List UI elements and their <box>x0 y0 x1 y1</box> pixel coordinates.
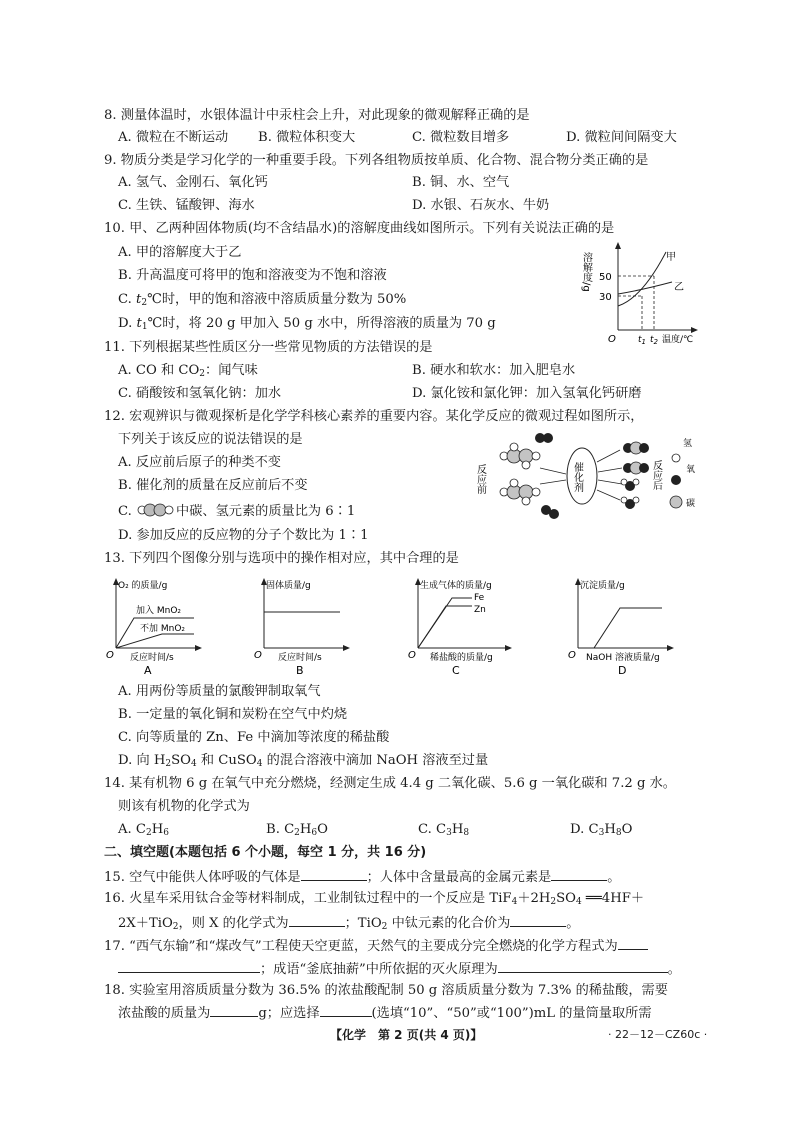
q8-option-b: B. 微粒体积变大 <box>258 130 356 145</box>
q13-option-a: A. 用两份等质量的氯酸钾制取氧气 <box>118 684 321 699</box>
q15-blank-2[interactable] <box>551 866 607 881</box>
q13-option-b: B. 一定量的氧化铜和炭粉在空气中灼烧 <box>118 707 348 722</box>
tick-50: 50 <box>599 272 612 283</box>
q16-blank-2[interactable] <box>510 912 566 927</box>
arrow-in <box>540 468 566 474</box>
reactant-c2h4-molecule <box>500 443 540 469</box>
q11-option-b: B. 硬水和软水：加入肥皂水 <box>412 363 576 378</box>
label-after: 反应后 <box>650 460 662 490</box>
arrow-in <box>540 480 566 484</box>
graph-b-xlabel: 反应时间/s <box>278 653 322 663</box>
q10-stem: 10. 甲、乙两种固体物质(均不含结晶水)的溶解度曲线如图所示。下列有关说法正确的是 <box>104 221 615 236</box>
q18-line-2: 浓盐酸的质量为 g；应选择 (选填“10”、“50”或“100”)mL 的量筒量取所需 <box>118 1002 652 1024</box>
graph-ylabel: 溶解度/g <box>580 252 592 292</box>
q13-stem: 13. 下列四个图像分别与选项中的操作相对应，其中合理的是 <box>104 551 459 566</box>
reaction-diagram <box>474 428 700 526</box>
q8-stem: 8. 测量体温时，水银体温计中汞柱会上升，对此现象的微观解释正确的是 <box>104 108 530 123</box>
solubility-curve-graph <box>582 238 702 346</box>
graph-d-line <box>578 608 662 648</box>
product-co2-molecule <box>623 462 649 474</box>
y-axis-arrow <box>615 242 621 249</box>
graph-b-tag: B <box>296 664 304 677</box>
q16-blank-1[interactable] <box>289 912 345 927</box>
q10-option-b: B. 升高温度可将甲的饱和溶液变为不饱和溶液 <box>118 268 387 283</box>
q14-stem-1: 14. 某有机物 6 g 在氧气中充分燃烧，经测定生成 4.4 g 二氧化碳、5.6 g 一氧化碳和 7.2 g 水。 <box>104 776 676 791</box>
graph-d-ylabel: 沉淀质量/g <box>580 581 625 591</box>
q14-option-a: A. $C_2H_6$ <box>118 822 169 838</box>
q18-blank-1[interactable] <box>210 1002 258 1017</box>
q18-blank-2[interactable] <box>320 1002 372 1017</box>
q12-stem-1: 12. 宏观辨识与微观探析是化学学科核心素养的重要内容。某化学反应的微观过程如图所示， <box>104 409 644 424</box>
graph-c-tag: C <box>452 664 460 677</box>
q14-option-c: C. $C_3H_8$ <box>418 822 470 838</box>
product-co2-molecule <box>623 442 649 454</box>
q9-option-c: C. 生铁、锰酸钾、海水 <box>118 198 255 213</box>
curve-yi <box>618 282 672 294</box>
q17-line-1: 17. “西气东输”和“煤改气”工程使天空更蓝，天然气的主要成分完全燃烧的化学方程式为 <box>104 935 648 957</box>
tick-30: 30 <box>599 292 612 303</box>
legend-o-icon <box>671 475 681 485</box>
label-jia: 甲 <box>666 252 676 263</box>
graph-c-label-fe: Fe <box>474 593 485 603</box>
reactant-o2-molecule <box>541 505 559 519</box>
graph-c <box>406 572 516 676</box>
page-code: · 22－12－CZ60c · <box>608 1028 708 1041</box>
graph-d-origin: O <box>568 650 576 661</box>
graph-a-origin: O <box>106 650 114 661</box>
q9-option-b: B. 铜、水、空气 <box>412 175 510 190</box>
q17-blank-1[interactable] <box>618 935 648 950</box>
q9-option-d: D. 水银、石灰水、牛奶 <box>412 198 550 213</box>
legend-c: 碳 <box>686 499 696 509</box>
graph-d <box>566 572 678 676</box>
c2h4-molecule-icon <box>136 503 176 517</box>
graph-b <box>252 572 352 676</box>
reactant-o2-molecule <box>535 433 553 443</box>
graph-a-line-no-mno2 <box>116 634 194 648</box>
reaction-arrows <box>597 450 622 500</box>
q11-option-a: A. CO 和 $CO_2$：闻气味 <box>118 363 258 379</box>
graph-origin: O <box>608 334 616 345</box>
q10-option-d: D. $t_1℃$时，将 20 g 甲加入 50 g 水中，所得溶液的质量为 70 g <box>118 316 496 332</box>
x-axis-arrow <box>691 327 698 333</box>
q9-option-a: A. 氢气、金刚石、氧化钙 <box>118 175 268 190</box>
reactant-c2h4-molecule <box>500 479 540 505</box>
q12-option-b: B. 催化剂的质量在反应前后不变 <box>118 478 308 493</box>
q17-line-2: ；成语“釜底抽薪”中所依据的灭火原理为 。 <box>118 958 681 980</box>
product-h2o-molecule <box>621 497 639 509</box>
page-footer: 【化学 第 2 页(共 4 页)】 <box>330 1028 483 1042</box>
graph-c-label-zn: Zn <box>474 605 486 615</box>
q12-option-c: C. 中碳、氢元素的质量比为 6∶1 <box>118 504 356 519</box>
graph-d-xlabel: NaOH 溶液质量/g <box>586 653 660 663</box>
q12-option-a: A. 反应前后原子的种类不变 <box>118 455 281 470</box>
q8-option-c: C. 微粒数目增多 <box>412 130 510 145</box>
graph-a-tag: A <box>144 664 152 677</box>
q18-line-1: 18. 实验室用溶质质量分数为 36.5% 的浓盐酸配制 50 g 溶质质量分数为 7.3% 的稀盐酸，需要 <box>104 983 668 998</box>
graph-xlabel: 温度/℃ <box>662 335 694 345</box>
q11-option-c: C. 硝酸铵和氢氧化钠：加水 <box>118 386 282 401</box>
tick-t1: $t_1$ <box>638 335 646 346</box>
label-before: 反应前 <box>474 464 486 494</box>
q14-option-d: D. $C_3H_8O$ <box>570 822 633 838</box>
q17-blank-1-cont[interactable] <box>118 958 260 973</box>
graph-c-line-zn <box>418 606 472 648</box>
graph-c-origin: O <box>408 650 416 661</box>
label-catalyst: 催化剂 <box>571 462 583 492</box>
product-h2o-molecule <box>621 479 639 491</box>
q15: 15. 空气中能供人体呼吸的气体是 ；人体中含量最高的金属元素是 。 <box>104 866 620 888</box>
q14-stem-2: 则该有机物的化学式为 <box>118 799 250 814</box>
q8-option-d: D. 微粒间间隔变大 <box>566 130 677 145</box>
legend-h: 氢 <box>681 438 691 447</box>
legend-h-icon <box>672 454 680 462</box>
tick-t2: $t_2$ <box>650 335 658 346</box>
q10-option-a: A. 甲的溶解度大于乙 <box>118 245 242 260</box>
graph-a <box>104 572 204 676</box>
legend-c-icon <box>670 496 682 508</box>
graph-a-label-2: 不加 MnO₂ <box>140 624 186 634</box>
q14-option-b: B. $C_2H_6O$ <box>266 822 328 838</box>
q12-stem-2: 下列关于该反应的说法错误的是 <box>118 432 303 447</box>
q15-blank-1[interactable] <box>301 866 367 881</box>
q10-option-c: C. $t_2℃$时，甲的饱和溶液中溶质质量分数为 50% <box>118 292 407 308</box>
q9-stem: 9. 物质分类是学习化学的一种重要手段。下列各组物质按单质、化合物、混合物分类正确的是 <box>104 153 649 168</box>
q17-blank-2[interactable] <box>498 958 668 973</box>
section-2-heading: 二、填空题(本题包括 6 个小题，每空 1 分，共 16 分) <box>104 845 427 860</box>
q13-option-c: C. 向等质量的 Zn、Fe 中滴加等浓度的稀盐酸 <box>118 730 390 745</box>
q13-option-d: D. 向 $H_2SO_4$ 和 CuSO$_4$ 的混合溶液中滴加 NaOH 溶液至过量 <box>118 753 489 769</box>
q16-line-1: 16. 火星车采用钛合金等材料制成，工业制钛过程中的一个反应是 $TiF_4+2H_2SO_4$ ══4HF＋ <box>104 891 645 907</box>
graph-a-xlabel: 反应时间/s <box>130 653 174 663</box>
graph-a-ylabel: O₂ 的质量/g <box>118 581 168 591</box>
graph-c-ylabel: 生成气体的质量/g <box>420 581 492 591</box>
graph-d-tag: D <box>618 664 627 677</box>
graph-c-xlabel: 稀盐酸的质量/g <box>430 653 493 663</box>
q11-stem: 11. 下列根据某些性质区分一些常见物质的方法错误的是 <box>104 340 433 355</box>
graph-b-ylabel: 固体质量/g <box>266 581 311 591</box>
graph-b-origin: O <box>254 650 262 661</box>
legend-o: 氧 <box>686 465 696 475</box>
q12-option-d: D. 参加反应的反应物的分子个数比为 1∶1 <box>118 528 369 543</box>
q16-line-2: 2X＋TiO$_2$，则 X 的化学式为 ；TiO$_2$ 中钛元素的化合价为 。 <box>118 912 579 934</box>
graph-a-label-1: 加入 MnO₂ <box>136 606 182 616</box>
q11-option-d: D. 氯化铵和氯化钾：加入氢氧化钙研磨 <box>412 386 642 401</box>
q8-option-a: A. 微粒在不断运动 <box>118 130 229 145</box>
label-yi: 乙 <box>674 282 684 293</box>
